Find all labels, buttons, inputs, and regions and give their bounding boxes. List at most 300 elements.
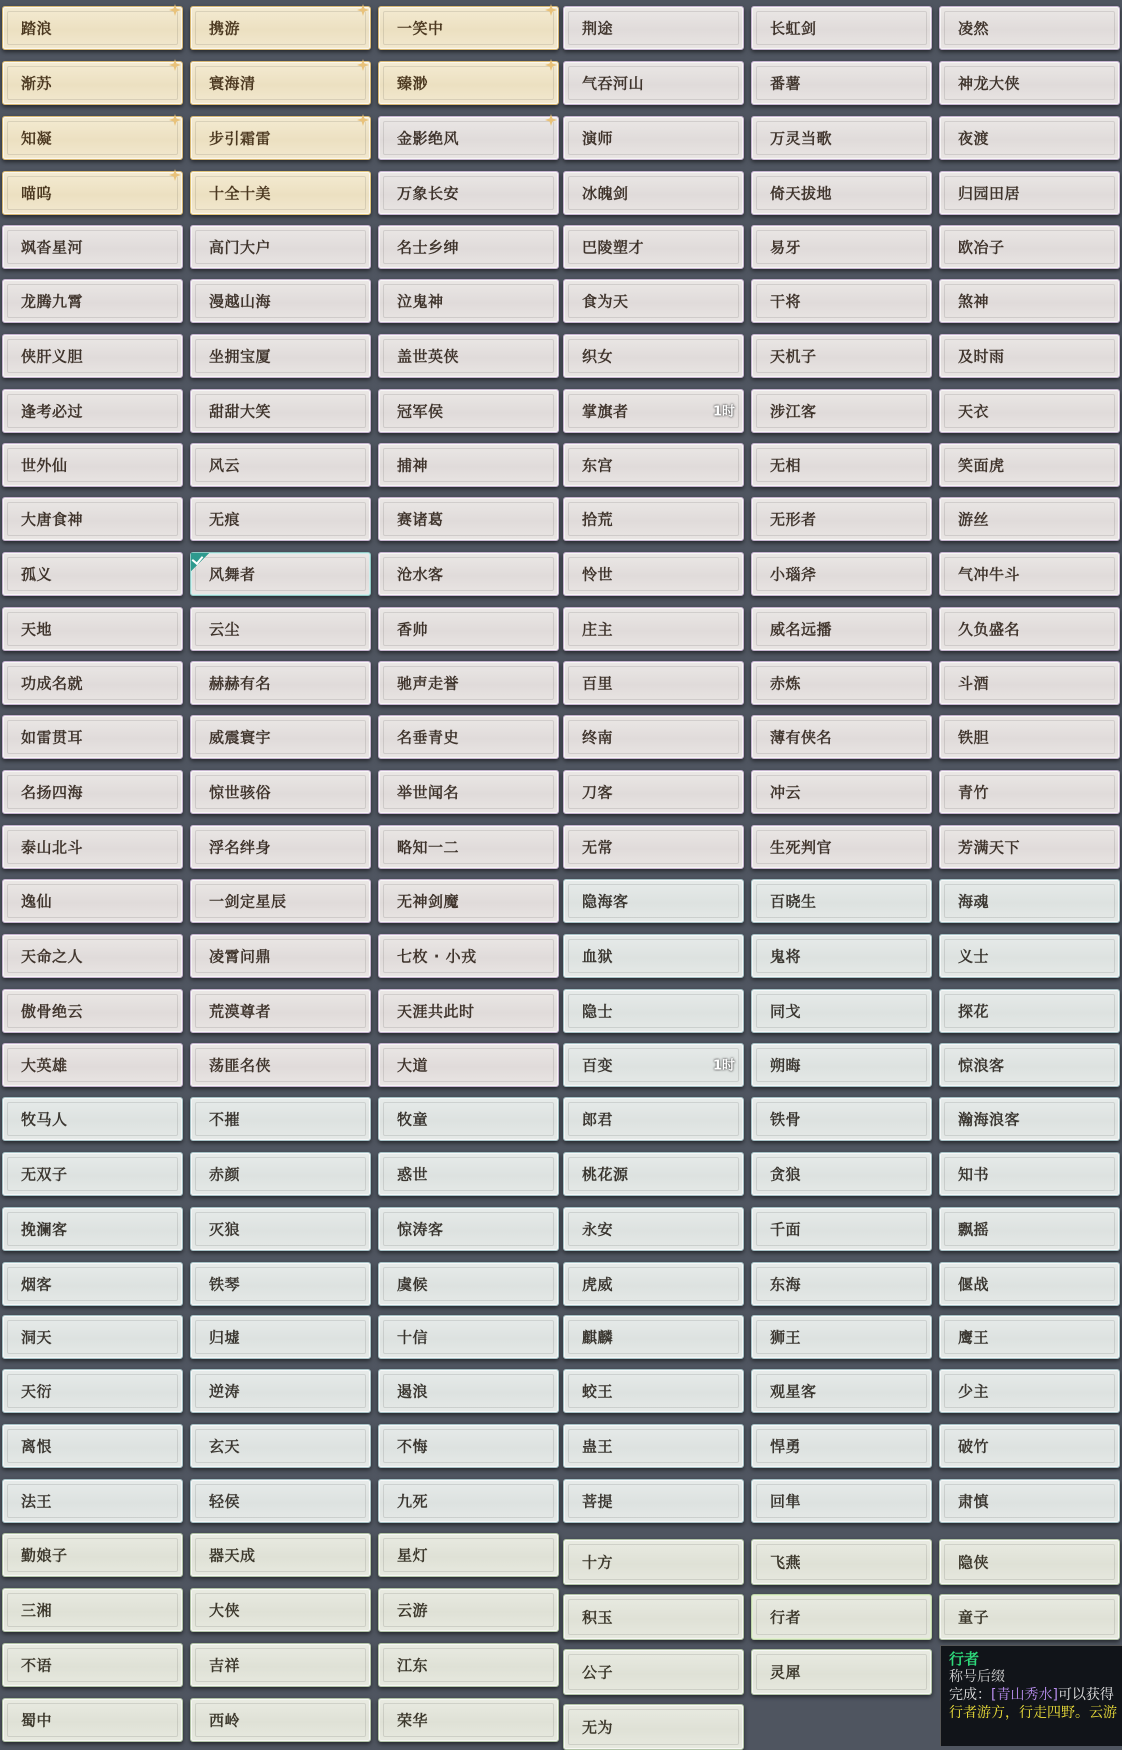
title-card[interactable] bbox=[563, 171, 744, 215]
title-card[interactable] bbox=[190, 770, 371, 814]
title-card-label: 遏浪 bbox=[397, 1382, 429, 1401]
title-card[interactable] bbox=[939, 1594, 1120, 1640]
title-card[interactable] bbox=[751, 279, 932, 323]
title-card-label: 铁胆 bbox=[958, 728, 990, 747]
title-card[interactable] bbox=[2, 1207, 183, 1251]
title-card[interactable] bbox=[190, 61, 371, 105]
title-card[interactable] bbox=[190, 334, 371, 378]
title-card[interactable] bbox=[563, 607, 744, 651]
title-card[interactable] bbox=[939, 1207, 1120, 1251]
title-card-label: 牧童 bbox=[397, 1110, 429, 1129]
title-card-label: 挽澜客 bbox=[21, 1220, 68, 1239]
title-card[interactable] bbox=[2, 61, 183, 105]
title-card[interactable] bbox=[378, 1152, 559, 1196]
title-card-label: 甜甜大笑 bbox=[209, 402, 272, 421]
title-card[interactable] bbox=[190, 1698, 371, 1742]
title-card-label: 隐海客 bbox=[582, 892, 629, 911]
title-card[interactable] bbox=[2, 989, 183, 1033]
sparkle-icon bbox=[169, 59, 181, 71]
title-card[interactable] bbox=[2, 334, 183, 378]
title-card[interactable] bbox=[378, 715, 559, 759]
title-card[interactable] bbox=[2, 1097, 183, 1141]
title-card[interactable] bbox=[2, 1643, 183, 1687]
title-card-label: 小瑙斧 bbox=[770, 565, 817, 584]
title-card-label: 青竹 bbox=[958, 783, 990, 802]
title-card[interactable] bbox=[2, 1315, 183, 1359]
title-card-label: 一剑定星辰 bbox=[209, 892, 287, 911]
title-card[interactable] bbox=[378, 389, 559, 433]
title-card[interactable] bbox=[939, 879, 1120, 923]
title-card[interactable] bbox=[2, 1369, 183, 1413]
title-card[interactable] bbox=[939, 443, 1120, 487]
title-card[interactable] bbox=[563, 1539, 744, 1585]
title-card[interactable] bbox=[939, 715, 1120, 759]
title-card-label: 飞燕 bbox=[770, 1553, 802, 1572]
title-card[interactable] bbox=[939, 770, 1120, 814]
tooltip-description: 行者游方，行走四野。云游 bbox=[949, 1705, 1117, 1721]
title-card[interactable] bbox=[378, 1207, 559, 1251]
title-card-label: 掌旗者 bbox=[582, 402, 629, 421]
title-card[interactable] bbox=[751, 1594, 932, 1640]
title-card-label: 朔晦 bbox=[770, 1056, 802, 1075]
title-card[interactable] bbox=[751, 607, 932, 651]
title-card[interactable] bbox=[190, 1097, 371, 1141]
title-card[interactable] bbox=[378, 552, 559, 596]
title-card-label: 云尘 bbox=[209, 620, 241, 639]
title-card[interactable] bbox=[2, 1698, 183, 1742]
title-card[interactable] bbox=[2, 1479, 183, 1523]
title-card[interactable] bbox=[378, 879, 559, 923]
title-card[interactable] bbox=[751, 552, 932, 596]
title-card-label: 云游 bbox=[397, 1601, 429, 1620]
title-card-label: 金影绝风 bbox=[397, 129, 460, 148]
title-card[interactable] bbox=[2, 1424, 183, 1468]
title-card[interactable] bbox=[939, 171, 1120, 215]
title-card-label: 肃慎 bbox=[958, 1492, 990, 1511]
title-card-label: 离恨 bbox=[21, 1437, 53, 1456]
title-card-label: 沧水客 bbox=[397, 565, 444, 584]
title-card[interactable] bbox=[563, 279, 744, 323]
title-card[interactable] bbox=[751, 1479, 932, 1523]
title-card-label: 大侠 bbox=[209, 1601, 241, 1620]
title-card[interactable] bbox=[190, 715, 371, 759]
title-card-label: 名垂青史 bbox=[397, 728, 460, 747]
title-card[interactable] bbox=[751, 1315, 932, 1359]
title-card[interactable] bbox=[378, 770, 559, 814]
title-card-label: 贪狼 bbox=[770, 1165, 802, 1184]
title-card-label: 菩提 bbox=[582, 1492, 614, 1511]
title-card[interactable] bbox=[378, 825, 559, 869]
tooltip-complete-prefix: 完成： bbox=[949, 1687, 991, 1703]
title-card[interactable] bbox=[751, 1539, 932, 1585]
title-card-label: 食为天 bbox=[582, 292, 629, 311]
title-card[interactable] bbox=[378, 1698, 559, 1742]
title-card[interactable] bbox=[2, 1043, 183, 1087]
title-card[interactable] bbox=[190, 1369, 371, 1413]
sparkle-icon bbox=[545, 114, 557, 126]
title-card[interactable] bbox=[939, 1043, 1120, 1087]
title-card[interactable] bbox=[939, 661, 1120, 705]
title-card-label: 鬼将 bbox=[770, 947, 802, 966]
title-card[interactable] bbox=[378, 934, 559, 978]
sparkle-icon bbox=[545, 4, 557, 16]
title-card[interactable] bbox=[939, 1479, 1120, 1523]
title-card[interactable] bbox=[190, 879, 371, 923]
title-card[interactable] bbox=[563, 334, 744, 378]
title-card-label: 臻渺 bbox=[397, 74, 429, 93]
title-card-label: 冲云 bbox=[770, 783, 802, 802]
title-card[interactable] bbox=[190, 1479, 371, 1523]
title-card[interactable] bbox=[2, 279, 183, 323]
title-card[interactable] bbox=[378, 1097, 559, 1141]
title-card-label: 香帅 bbox=[397, 620, 429, 639]
title-card-label: 终南 bbox=[582, 728, 614, 747]
title-card[interactable] bbox=[751, 661, 932, 705]
title-card[interactable] bbox=[2, 825, 183, 869]
title-card[interactable] bbox=[190, 1533, 371, 1577]
title-card-label: 功成名就 bbox=[21, 674, 84, 693]
title-card[interactable] bbox=[563, 825, 744, 869]
title-card[interactable] bbox=[563, 1262, 744, 1306]
title-card-label: 踏浪 bbox=[21, 19, 53, 38]
tooltip-achievement-link[interactable]: [青山秀水] bbox=[991, 1687, 1058, 1703]
title-card-label: 神龙大侠 bbox=[958, 74, 1021, 93]
title-card[interactable] bbox=[2, 443, 183, 487]
title-card[interactable] bbox=[939, 1424, 1120, 1468]
title-card[interactable] bbox=[190, 661, 371, 705]
title-card[interactable] bbox=[378, 334, 559, 378]
title-card[interactable] bbox=[939, 989, 1120, 1033]
title-card-label: 瀚海浪客 bbox=[958, 1110, 1021, 1129]
title-card[interactable] bbox=[378, 1533, 559, 1577]
title-card[interactable] bbox=[190, 825, 371, 869]
title-card-label: 庄主 bbox=[582, 620, 614, 639]
title-card[interactable] bbox=[2, 661, 183, 705]
title-card[interactable] bbox=[2, 497, 183, 541]
title-card[interactable] bbox=[563, 225, 744, 269]
title-card[interactable] bbox=[751, 1097, 932, 1141]
title-card[interactable] bbox=[563, 443, 744, 487]
title-card-label: 赤炼 bbox=[770, 674, 802, 693]
title-card[interactable] bbox=[378, 1369, 559, 1413]
title-card[interactable] bbox=[190, 989, 371, 1033]
title-card-label: 芳满天下 bbox=[958, 838, 1021, 857]
title-card-label: 携游 bbox=[209, 19, 241, 38]
title-card-label: 七枚 · 小戎 bbox=[397, 947, 477, 966]
title-card[interactable] bbox=[563, 61, 744, 105]
title-card-label: 泣鬼神 bbox=[397, 292, 444, 311]
title-card[interactable] bbox=[751, 1262, 932, 1306]
title-card-label: 隐士 bbox=[582, 1002, 614, 1021]
title-card-label: 大英雄 bbox=[21, 1056, 68, 1075]
title-card-label: 惊涛客 bbox=[397, 1220, 444, 1239]
title-card[interactable] bbox=[751, 1649, 932, 1695]
title-card[interactable] bbox=[563, 1152, 744, 1196]
sparkle-icon bbox=[545, 59, 557, 71]
title-card-label: 倚天拔地 bbox=[770, 184, 833, 203]
title-card[interactable] bbox=[190, 1643, 371, 1687]
title-card-label: 渐苏 bbox=[21, 74, 53, 93]
title-card[interactable] bbox=[190, 1424, 371, 1468]
title-card-label: 星灯 bbox=[397, 1546, 429, 1565]
title-card[interactable] bbox=[2, 1588, 183, 1632]
title-card[interactable] bbox=[378, 6, 559, 50]
title-card-label: 刀客 bbox=[582, 783, 614, 802]
title-card[interactable] bbox=[939, 61, 1120, 105]
title-card[interactable] bbox=[563, 497, 744, 541]
title-card-label: 虎威 bbox=[582, 1275, 614, 1294]
title-card-label: 飒沓星河 bbox=[21, 238, 84, 257]
title-card-label: 不悔 bbox=[397, 1437, 429, 1456]
tooltip-requirement bbox=[949, 1686, 1114, 1704]
title-card-label: 大唐食神 bbox=[21, 510, 84, 529]
title-card[interactable] bbox=[378, 443, 559, 487]
title-card[interactable] bbox=[378, 1043, 559, 1087]
title-card[interactable] bbox=[190, 552, 371, 596]
tooltip-complete-suffix: 可以获得 bbox=[1057, 1687, 1114, 1703]
title-card[interactable] bbox=[2, 1262, 183, 1306]
title-card[interactable] bbox=[939, 1097, 1120, 1141]
title-card[interactable] bbox=[563, 1704, 744, 1750]
title-card[interactable] bbox=[2, 389, 183, 433]
title-card[interactable] bbox=[751, 989, 932, 1033]
title-card[interactable] bbox=[751, 116, 932, 160]
title-card-label: 侠肝义胆 bbox=[21, 347, 84, 366]
title-card[interactable] bbox=[751, 715, 932, 759]
title-card[interactable] bbox=[751, 1207, 932, 1251]
title-card-label: 飘摇 bbox=[958, 1220, 990, 1239]
title-card[interactable] bbox=[190, 1262, 371, 1306]
title-card[interactable] bbox=[2, 879, 183, 923]
title-card[interactable] bbox=[378, 1262, 559, 1306]
title-card[interactable] bbox=[190, 607, 371, 651]
title-card[interactable] bbox=[190, 279, 371, 323]
title-card[interactable] bbox=[939, 1262, 1120, 1306]
title-card[interactable] bbox=[563, 1207, 744, 1251]
title-card[interactable] bbox=[378, 497, 559, 541]
title-card[interactable] bbox=[563, 661, 744, 705]
title-card-label: 大道 bbox=[397, 1056, 429, 1075]
title-card[interactable] bbox=[751, 497, 932, 541]
title-card[interactable] bbox=[751, 171, 932, 215]
title-card[interactable] bbox=[563, 389, 744, 433]
title-card[interactable] bbox=[2, 552, 183, 596]
title-card[interactable] bbox=[563, 1594, 744, 1640]
title-card-label: 天涯共此时 bbox=[397, 1002, 475, 1021]
title-card[interactable] bbox=[751, 334, 932, 378]
title-card-label: 赛诸葛 bbox=[397, 510, 444, 529]
title-card-label: 牧马人 bbox=[21, 1110, 68, 1129]
title-card-label: 久负盛名 bbox=[958, 620, 1021, 639]
title-card-label: 高门大户 bbox=[209, 238, 272, 257]
sparkle-icon bbox=[357, 114, 369, 126]
title-card-label: 义士 bbox=[958, 947, 990, 966]
title-card[interactable] bbox=[378, 61, 559, 105]
title-card[interactable] bbox=[2, 116, 183, 160]
title-card[interactable] bbox=[751, 443, 932, 487]
title-card[interactable] bbox=[939, 1152, 1120, 1196]
title-card-label: 同戈 bbox=[770, 1002, 802, 1021]
title-card[interactable] bbox=[939, 934, 1120, 978]
title-card[interactable] bbox=[939, 607, 1120, 651]
title-card[interactable] bbox=[378, 661, 559, 705]
title-card-label: 怜世 bbox=[582, 565, 614, 584]
title-card[interactable] bbox=[563, 1097, 744, 1141]
title-card[interactable] bbox=[939, 825, 1120, 869]
title-card-label: 惊浪客 bbox=[958, 1056, 1005, 1075]
title-card[interactable] bbox=[190, 497, 371, 541]
timer-badge: 1时 bbox=[712, 1058, 735, 1074]
title-card-label: 无相 bbox=[770, 456, 802, 475]
sparkle-icon bbox=[169, 4, 181, 16]
title-card-label: 寰海清 bbox=[209, 74, 256, 93]
title-card[interactable] bbox=[2, 770, 183, 814]
title-card[interactable] bbox=[378, 279, 559, 323]
title-card[interactable] bbox=[939, 334, 1120, 378]
title-card[interactable] bbox=[378, 1479, 559, 1523]
title-card[interactable] bbox=[563, 1043, 744, 1087]
title-card-label: 驰声走誉 bbox=[397, 674, 460, 693]
title-card[interactable] bbox=[378, 171, 559, 215]
title-card-label: 威名远播 bbox=[770, 620, 833, 639]
title-card[interactable] bbox=[563, 934, 744, 978]
title-card[interactable] bbox=[190, 934, 371, 978]
title-card[interactable] bbox=[2, 934, 183, 978]
title-card-label: 归墟 bbox=[209, 1328, 241, 1347]
title-card[interactable] bbox=[378, 1315, 559, 1359]
title-card[interactable] bbox=[563, 1369, 744, 1413]
title-card-label: 如雷贯耳 bbox=[21, 728, 84, 747]
title-card[interactable] bbox=[378, 116, 559, 160]
title-card-label: 三湘 bbox=[21, 1601, 53, 1620]
title-card-label: 傲骨绝云 bbox=[21, 1002, 84, 1021]
title-card[interactable] bbox=[378, 1424, 559, 1468]
title-card-label: 略知一二 bbox=[397, 838, 460, 857]
title-card[interactable] bbox=[939, 279, 1120, 323]
title-card[interactable] bbox=[751, 1152, 932, 1196]
title-card[interactable] bbox=[751, 1043, 932, 1087]
title-card[interactable] bbox=[939, 1369, 1120, 1413]
title-card-label: 玄天 bbox=[209, 1437, 241, 1456]
title-card[interactable] bbox=[2, 225, 183, 269]
title-card-label: 东海 bbox=[770, 1275, 802, 1294]
title-card-label: 演师 bbox=[582, 129, 614, 148]
title-card[interactable] bbox=[2, 1533, 183, 1577]
title-card[interactable] bbox=[751, 225, 932, 269]
title-card[interactable] bbox=[190, 1315, 371, 1359]
title-card[interactable] bbox=[378, 989, 559, 1033]
title-card[interactable] bbox=[563, 1649, 744, 1695]
title-card[interactable] bbox=[939, 389, 1120, 433]
title-card-label: 不语 bbox=[21, 1656, 53, 1675]
sparkle-icon bbox=[169, 169, 181, 181]
title-card[interactable] bbox=[939, 1539, 1120, 1585]
title-card-label: 蛊王 bbox=[582, 1437, 614, 1456]
title-card[interactable] bbox=[190, 1207, 371, 1251]
tooltip-title: 行者 bbox=[949, 1650, 980, 1668]
title-card-label: 悍勇 bbox=[770, 1437, 802, 1456]
title-card[interactable] bbox=[939, 116, 1120, 160]
title-card[interactable] bbox=[190, 1043, 371, 1087]
title-card[interactable] bbox=[190, 1588, 371, 1632]
title-card[interactable] bbox=[2, 1152, 183, 1196]
title-card-label: 鹰王 bbox=[958, 1328, 990, 1347]
title-card[interactable] bbox=[751, 879, 932, 923]
title-card[interactable] bbox=[563, 552, 744, 596]
title-card[interactable] bbox=[751, 934, 932, 978]
title-card-label: 万灵当歌 bbox=[770, 129, 833, 148]
title-card-label: 泰山北斗 bbox=[21, 838, 84, 857]
title-card[interactable] bbox=[563, 1424, 744, 1468]
title-card[interactable] bbox=[751, 1369, 932, 1413]
title-card[interactable] bbox=[939, 6, 1120, 50]
title-card[interactable] bbox=[2, 171, 183, 215]
title-card[interactable] bbox=[378, 1643, 559, 1687]
title-card[interactable] bbox=[378, 1588, 559, 1632]
title-card-label: 行者 bbox=[770, 1608, 802, 1627]
title-card[interactable] bbox=[939, 1315, 1120, 1359]
title-card[interactable] bbox=[751, 61, 932, 105]
title-card-label: 步引霜雷 bbox=[209, 129, 272, 148]
title-card[interactable] bbox=[190, 6, 371, 50]
title-card[interactable] bbox=[939, 552, 1120, 596]
title-card-label: 番薯 bbox=[770, 74, 802, 93]
title-card-label: 孤义 bbox=[21, 565, 53, 584]
title-card[interactable] bbox=[563, 116, 744, 160]
title-card[interactable] bbox=[563, 715, 744, 759]
title-card[interactable] bbox=[563, 1479, 744, 1523]
title-card[interactable] bbox=[378, 607, 559, 651]
title-card[interactable] bbox=[563, 1315, 744, 1359]
title-card-label: 逢考必过 bbox=[21, 402, 84, 421]
title-card[interactable] bbox=[2, 607, 183, 651]
title-card-label: 灵犀 bbox=[770, 1663, 802, 1682]
title-card[interactable] bbox=[2, 715, 183, 759]
title-card[interactable] bbox=[751, 770, 932, 814]
title-card-label: 荆途 bbox=[582, 19, 614, 38]
title-card[interactable] bbox=[2, 6, 183, 50]
title-card[interactable] bbox=[378, 225, 559, 269]
title-card-label: 法王 bbox=[21, 1492, 53, 1511]
title-card-label: 九死 bbox=[397, 1492, 429, 1511]
timer-badge: 1时 bbox=[712, 404, 735, 420]
title-card[interactable] bbox=[939, 225, 1120, 269]
title-card[interactable] bbox=[190, 389, 371, 433]
title-card[interactable] bbox=[563, 6, 744, 50]
title-card[interactable] bbox=[563, 879, 744, 923]
title-card[interactable] bbox=[190, 443, 371, 487]
title-card[interactable] bbox=[190, 1152, 371, 1196]
title-card-label: 易牙 bbox=[770, 238, 802, 257]
title-card[interactable] bbox=[563, 770, 744, 814]
title-card-label: 百变 bbox=[582, 1056, 614, 1075]
title-card-label: 欧冶子 bbox=[958, 238, 1005, 257]
title-card[interactable] bbox=[751, 389, 932, 433]
title-card-label: 吉祥 bbox=[209, 1656, 241, 1675]
title-card[interactable] bbox=[751, 1424, 932, 1468]
title-card[interactable] bbox=[939, 497, 1120, 541]
title-card[interactable] bbox=[190, 225, 371, 269]
title-card[interactable] bbox=[563, 989, 744, 1033]
title-card-label: 长虹剑 bbox=[770, 19, 817, 38]
title-card-label: 知凝 bbox=[21, 129, 53, 148]
title-card[interactable] bbox=[751, 825, 932, 869]
title-card[interactable] bbox=[190, 171, 371, 215]
title-card-label: 织女 bbox=[582, 347, 614, 366]
title-card[interactable] bbox=[751, 6, 932, 50]
title-card-label: 荒漠尊者 bbox=[209, 1002, 272, 1021]
title-card[interactable] bbox=[190, 116, 371, 160]
